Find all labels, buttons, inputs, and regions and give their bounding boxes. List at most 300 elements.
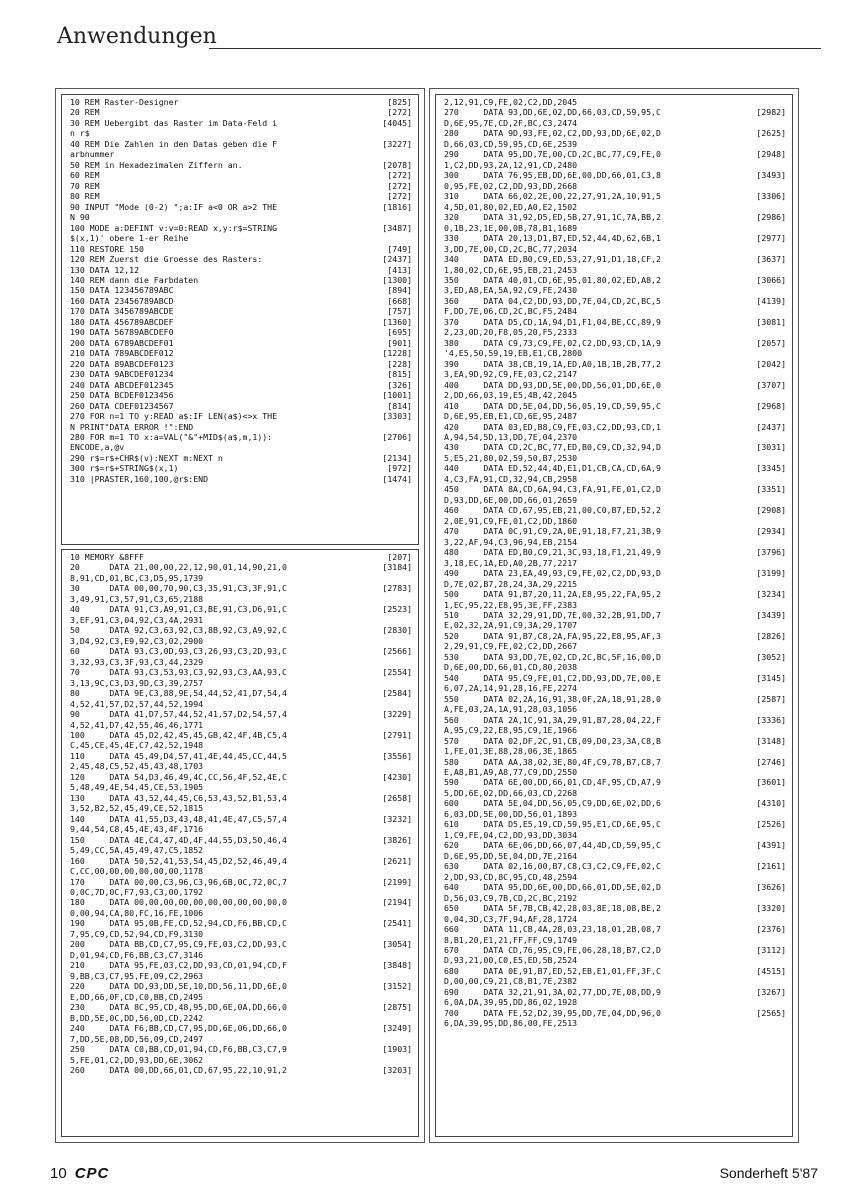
code-text: 3,22,AF,94,C3,96,94,EB,2154 <box>444 536 578 547</box>
code-line <box>436 401 792 411</box>
code-line <box>436 830 792 840</box>
code-line <box>62 604 418 614</box>
code-text: 250 DATA BCDEF0123456 <box>70 390 174 401</box>
code-text: 300 DATA 76,95,EB,DD,6E,00,DD,66,01,C3,8 <box>444 170 661 181</box>
code-text: 210 DATA 95,FE,03,C2,DD,93,CD,01,94,CD,F <box>70 960 287 971</box>
code-text: 570 DATA 02,DF,2C,91,CB,09,D0,23,3A,C8,B <box>444 735 661 746</box>
code-text: D,7E,02,B7,28,24,3A,29,2215 <box>444 578 578 589</box>
checksum: [3267] <box>756 986 786 997</box>
checksum: [2554] <box>382 667 412 678</box>
code-line <box>436 118 792 128</box>
code-text: 390 DATA 38,CB,19,1A,ED,A0,1B,1B,2B,77,2 <box>444 358 661 369</box>
code-line <box>62 285 418 295</box>
code-line <box>62 275 418 285</box>
code-line <box>62 772 418 782</box>
code-text: 310 DATA 66,02,2E,00,22,27,91,2A,10,91,5 <box>444 191 661 202</box>
code-text: 290 DATA 95,DD,7E,00,CD,2C,BC,77,C9,FE,0 <box>444 149 661 160</box>
code-text: 4,5D,01,80,02,ED,A0,E2,1502 <box>444 201 578 212</box>
code-text: 260 DATA CDEF01234567 <box>70 400 174 411</box>
checksum: [2526] <box>756 819 786 830</box>
code-line <box>436 809 792 819</box>
code-text: 330 DATA 20,13,D1,B7,ED,52,44,4D,62,6B,1 <box>444 233 661 244</box>
code-text: 300 r$=r$+STRING$(x,1) <box>70 463 179 474</box>
checksum: [2584] <box>382 688 412 699</box>
checksum: [3637] <box>756 254 786 265</box>
code-text: 200 DATA 6789ABCDEF01 <box>70 337 174 348</box>
checksum: [2199] <box>382 876 412 887</box>
code-text: C,CC,00,00,00,00,00,00,1178 <box>70 866 204 877</box>
memory-listing <box>62 550 418 1075</box>
code-text: 60 REM <box>70 170 100 181</box>
checksum: [2437] <box>756 421 786 432</box>
checksum: [3227] <box>382 138 412 149</box>
code-text: 320 DATA 31,92,D5,ED,5B,27,91,1C,7A,BB,2 <box>444 212 661 223</box>
checksum: [3556] <box>382 750 412 761</box>
code-line <box>62 992 418 1002</box>
code-text: A,95,C9,22,E8,95,C9,1E,1966 <box>444 725 578 736</box>
code-line <box>436 244 792 254</box>
code-line <box>62 814 418 824</box>
code-line <box>436 139 792 149</box>
checksum: [901] <box>387 337 412 348</box>
checksum: [757] <box>387 306 412 317</box>
code-text: 3,DD,7E,00,CD,2C,BC,77,2034 <box>444 243 578 254</box>
code-line <box>62 139 418 149</box>
code-line <box>436 631 792 641</box>
checksum: [2042] <box>756 358 786 369</box>
code-text: 360 DATA 04,C2,DD,93,DD,7E,04,CD,2C,BC,5 <box>444 295 661 306</box>
code-text: C,45,CE,45,4E,C7,42,52,1948 <box>70 740 204 751</box>
code-line <box>62 897 418 907</box>
code-text: 190 DATA 95,0B,FE,CD,52,94,CD,F6,BB,CD,C <box>70 918 287 929</box>
code-text: E,A8,B1,A9,A8,77,C9,DD,2550 <box>444 767 578 777</box>
code-text: n r$ <box>70 128 90 139</box>
code-text: $(x,1)' obere 1-er Reihe <box>70 233 189 244</box>
code-text: 370 DATA D5,CD,1A,94,D1,F1,04,BE,CC,89,9 <box>444 316 661 327</box>
issue-label: Sonderheft 5'87 <box>719 1165 818 1181</box>
code-line <box>436 453 792 463</box>
code-line <box>62 803 418 813</box>
code-line <box>436 338 792 348</box>
checksum: [1001] <box>382 390 412 401</box>
checksum: [3203] <box>382 1064 412 1075</box>
code-text: 220 DATA 89ABCDEF0123 <box>70 358 174 369</box>
checksum: [3184] <box>382 562 412 573</box>
code-line <box>62 667 418 677</box>
code-line <box>62 971 418 981</box>
data-listing-box <box>435 94 793 1137</box>
code-text: 180 DATA 00,00,00,00,00,00,00,00,00,00,0 <box>70 897 287 908</box>
code-text: 70 DATA 93,C3,53,93,C3,92,93,C3,AA,93,C <box>70 667 287 678</box>
data-listing <box>436 95 792 1029</box>
code-line <box>436 840 792 850</box>
code-line <box>436 212 792 222</box>
code-line <box>436 683 792 693</box>
code-text: 90 DATA 41,D7,57,44,52,41,57,D2,54,57,4 <box>70 709 287 720</box>
page-footer-left <box>50 1165 109 1182</box>
code-text: 430 DATA CD,2C,BC,77,ED,B0,C9,CD,32,94,D <box>444 442 661 453</box>
code-line <box>436 851 792 861</box>
code-text: 4,52,41,57,D2,57,44,52,1994 <box>70 698 204 709</box>
checksum: [2565] <box>756 1007 786 1018</box>
code-line <box>436 914 792 924</box>
code-line <box>62 338 418 348</box>
code-text: 190 DATA 56789ABCDEF0 <box>70 327 174 338</box>
code-text: 7,95,C9,CD,52,94,CD,F9,3130 <box>70 928 204 939</box>
code-text: arbnummer <box>70 149 115 160</box>
code-line <box>436 725 792 735</box>
code-text: 260 DATA 00,DD,66,01,CD,67,95,22,10,91,2 <box>70 1064 287 1075</box>
code-text: 40 REM Die Zahlen in den Datas geben die F <box>70 138 278 149</box>
code-line <box>62 128 418 138</box>
code-text: 3,EF,91,C3,04,92,C3,4A,2931 <box>70 614 204 625</box>
code-line <box>436 966 792 976</box>
code-line <box>62 369 418 379</box>
checksum: [2875] <box>382 1002 412 1013</box>
left-column <box>55 88 425 1143</box>
code-text: 4,52,41,D7,42,55,46,46,1771 <box>70 719 204 730</box>
code-text: 270 FOR n=1 TO y:READ a$:IF LEN(a$)<>x THE <box>70 411 278 422</box>
code-line <box>62 97 418 107</box>
code-text: 340 DATA ED,B0,C9,ED,53,27,91,D1,18,CF,2 <box>444 254 661 265</box>
code-line <box>62 254 418 264</box>
code-text: 180 DATA 456789ABCDEF <box>70 316 174 327</box>
code-line <box>62 720 418 730</box>
code-line <box>436 872 792 882</box>
code-text: 490 DATA 23,EA,49,93,C9,FE,02,C2,DD,93,D <box>444 568 661 579</box>
code-line <box>62 390 418 400</box>
code-line <box>62 1002 418 1012</box>
code-text: N 90 <box>70 212 90 223</box>
checksum: [2437] <box>382 254 412 265</box>
code-line <box>62 191 418 201</box>
checksum: [3493] <box>756 170 786 181</box>
code-line <box>436 390 792 400</box>
code-text: 680 DATA 0E,91,B7,ED,52,EB,E1,01,FF,3F,C <box>444 965 661 976</box>
code-line <box>436 1018 792 1028</box>
code-text: 6,07,2A,14,91,28,16,FE,2274 <box>444 683 578 694</box>
code-line <box>436 694 792 704</box>
checksum: [1228] <box>382 348 412 359</box>
checksum: [2621] <box>382 855 412 866</box>
code-line <box>62 699 418 709</box>
code-text: D,6E,95,DD,5E,04,DD,7E,2164 <box>444 850 578 861</box>
code-text: D,6E,95,EB,E1,CD,6E,95,2487 <box>444 411 578 422</box>
checksum: [3232] <box>382 813 412 824</box>
code-line <box>436 558 792 568</box>
code-text: 0,0C,7D,0C,F7,93,C3,00,1792 <box>70 887 204 897</box>
code-text: 460 DATA CD,67,95,EB,21,00,C0,B7,ED,52,2 <box>444 505 661 516</box>
code-line <box>436 589 792 599</box>
code-text: 560 DATA 2A,1C,91,3A,29,91,B7,28,04,22,F <box>444 714 661 725</box>
code-text: 630 DATA 02,16,00,B7,C8,C3,C2,C9,FE,02,C <box>444 861 661 872</box>
basic-listing <box>62 95 418 484</box>
code-line <box>62 751 418 761</box>
code-line <box>62 1044 418 1054</box>
code-text: '4,E5,50,59,19,EB,E1,CB,2800 <box>444 348 583 359</box>
code-line <box>62 835 418 845</box>
code-line <box>436 202 792 212</box>
code-text: D,56,03,C9,7B,CD,2C,BC,2192 <box>444 892 578 903</box>
code-text: D,93,21,00,C0,E5,ED,5B,2524 <box>444 955 578 966</box>
code-line <box>62 709 418 719</box>
code-line <box>62 918 418 928</box>
code-line <box>62 625 418 635</box>
code-text: 10 MEMORY &8FFF <box>70 552 144 562</box>
code-line <box>436 746 792 756</box>
code-text: 3,13,9C,C3,D3,9D,C3,39,2757 <box>70 677 204 688</box>
code-text: 50 DATA 92,C3,63,92,C3,8B,92,C3,A9,92,C <box>70 625 287 636</box>
code-line <box>436 568 792 578</box>
code-line <box>62 233 418 243</box>
code-line <box>436 265 792 275</box>
code-line <box>436 254 792 264</box>
code-line <box>62 202 418 212</box>
code-text: 50 REM in Hexadezimalen Ziffern an. <box>70 159 243 170</box>
code-line <box>436 819 792 829</box>
checksum: [2830] <box>382 625 412 636</box>
code-text: 210 DATA 789ABCDEF012 <box>70 348 174 359</box>
code-line <box>436 673 792 683</box>
checksum: [3229] <box>382 709 412 720</box>
checksum: [3148] <box>756 735 786 746</box>
code-text: 160 DATA 50,52,41,53,54,45,D2,52,46,49,4 <box>70 855 287 866</box>
code-text: D,6E,95,7E,CD,2F,BC,C3,2474 <box>444 117 578 128</box>
code-line <box>62 442 418 452</box>
code-text: 80 REM <box>70 191 100 202</box>
code-line <box>62 678 418 688</box>
checksum: [3054] <box>382 939 412 950</box>
checksum: [2194] <box>382 897 412 908</box>
checksum: [695] <box>387 327 412 338</box>
checksum: [1360] <box>382 316 412 327</box>
checksum: [894] <box>387 285 412 296</box>
checksum: [3031] <box>756 442 786 453</box>
checksum: [3345] <box>756 463 786 474</box>
code-line <box>436 641 792 651</box>
code-line <box>62 646 418 656</box>
code-text: 5,FE,01,C2,DD,93,DD,6E,3062 <box>70 1054 204 1065</box>
code-line <box>62 908 418 918</box>
checksum: [2977] <box>756 233 786 244</box>
checksum: [3052] <box>756 651 786 662</box>
code-line <box>62 981 418 991</box>
code-line <box>62 317 418 327</box>
code-line <box>62 265 418 275</box>
checksum: [3351] <box>756 484 786 495</box>
code-line <box>436 893 792 903</box>
code-text: 1,C9,FE,04,C2,DD,93,DD,3034 <box>444 829 578 840</box>
checksum: [2968] <box>756 400 786 411</box>
code-text: 610 DATA D5,E5,19,CD,59,95,E1,CD,6E,95,C <box>444 819 661 830</box>
code-line <box>436 306 792 316</box>
code-text: 480 DATA ED,B0,C9,21,3C,93,18,F1,21,49,9 <box>444 547 661 558</box>
code-text: 450 DATA 8A,CD,6A,94,C3,FA,91,FE,01,C2,D <box>444 484 661 495</box>
code-text: 5,48,49,4E,54,45,CE,53,1905 <box>70 782 204 793</box>
code-line <box>62 939 418 949</box>
page-number: 10 <box>50 1165 67 1182</box>
code-line <box>62 463 418 473</box>
checksum: [1903] <box>382 1044 412 1055</box>
code-text: 1,EC,95,22,E8,95,3E,FF,2383 <box>444 599 578 610</box>
code-line <box>62 432 418 442</box>
code-text: 8,91,CD,01,BC,C3,D5,95,1739 <box>70 572 204 583</box>
basic-listing-box <box>61 94 419 545</box>
code-text: B,DD,5E,0C,DD,56,0D,CD,2242 <box>70 1012 204 1023</box>
code-text: 420 DATA 03,ED,B8,C9,FE,03,C2,DD,93,CD,1 <box>444 421 661 432</box>
code-line <box>62 401 418 411</box>
code-line <box>436 463 792 473</box>
code-line <box>62 212 418 222</box>
code-text: 120 DATA 54,D3,46,49,4C,CC,56,4F,52,4E,C <box>70 771 287 782</box>
code-line <box>62 929 418 939</box>
checksum: [4045] <box>382 117 412 128</box>
code-line <box>436 757 792 767</box>
right-column <box>429 88 799 1143</box>
code-text: 670 DATA CD,76,95,C9,FE,06,28,18,B7,C2,D <box>444 944 661 955</box>
header-rule <box>209 48 821 49</box>
code-line <box>436 107 792 117</box>
code-line <box>436 798 792 808</box>
code-text: 550 DATA 02,2A,16,91,38,0F,2A,18,91,28,0 <box>444 693 661 704</box>
checksum: [3145] <box>756 672 786 683</box>
code-line <box>62 887 418 897</box>
code-line <box>436 296 792 306</box>
code-text: D,93,DD,6E,00,DD,66,01,2659 <box>444 494 578 505</box>
code-line <box>62 761 418 771</box>
code-text: 130 DATA 12,12 <box>70 264 140 275</box>
code-text: 6,03,DD,5E,00,DD,56,01,1893 <box>444 808 578 819</box>
checksum: [2541] <box>382 918 412 929</box>
code-text: 280 DATA 9D,93,FE,02,C2,DD,93,DD,6E,02,D <box>444 128 661 139</box>
checksum: [3848] <box>382 960 412 971</box>
checksum: [2134] <box>382 452 412 463</box>
code-text: 4,C3,FA,91,CD,32,94,CB,2958 <box>444 473 578 484</box>
code-text: 620 DATA 6E,06,DD,66,07,44,4D,CD,59,95,C <box>444 840 661 851</box>
code-line <box>436 348 792 358</box>
code-line <box>436 788 792 798</box>
code-line <box>436 191 792 201</box>
code-text: 2,12,91,C9,FE,02,C2,DD,2045 <box>444 97 578 107</box>
code-line <box>436 715 792 725</box>
checksum: [2986] <box>756 212 786 223</box>
code-line <box>436 976 792 986</box>
code-line <box>436 600 792 610</box>
code-text: 0,00,94,CA,80,FC,16,FE,1006 <box>70 907 204 918</box>
code-text: 170 DATA 00,00,C3,96,C3,96,6B,0C,72,0C,7 <box>70 876 287 887</box>
code-text: 200 DATA BB,CD,C7,95,C9,FE,03,C2,DD,93,C <box>70 939 287 950</box>
code-text: 410 DATA DD,5E,04,DD,56,05,19,CD,59,95,C <box>444 400 661 411</box>
code-line <box>436 505 792 515</box>
checksum: [1816] <box>382 201 412 212</box>
code-line <box>436 484 792 494</box>
checksum: [2982] <box>756 107 786 118</box>
code-line <box>436 903 792 913</box>
code-line <box>436 1008 792 1018</box>
code-text: 150 DATA 4E,C4,47,4D,4F,44,55,D3,50,46,4 <box>70 834 287 845</box>
code-text: 140 DATA 41,55,D3,43,48,41,4E,47,C5,57,4 <box>70 813 287 824</box>
checksum: [972] <box>387 463 412 474</box>
checksum: [207] <box>387 552 412 562</box>
code-text: 650 DATA 5F,7B,CB,42,28,03,8E,18,08,BE,2 <box>444 903 661 914</box>
code-text: 510 DATA 32,29,91,DD,7E,00,32,2B,91,DD,7 <box>444 609 661 620</box>
code-text: 3,D4,92,C3,E9,92,C3,02,2900 <box>70 635 204 646</box>
code-line <box>436 516 792 526</box>
code-line <box>436 987 792 997</box>
code-text: A,FE,03,2A,1A,91,28,03,1056 <box>444 704 578 715</box>
code-text: 310 |PRASTER,160,100,@r$:END <box>70 473 209 484</box>
memory-listing-box <box>61 549 419 1137</box>
code-line <box>436 526 792 536</box>
code-text: 660 DATA 11,CB,4A,28,03,23,18,01,2B,08,7 <box>444 924 661 935</box>
code-text: 5,49,CC,5A,45,49,47,C5,1852 <box>70 845 204 856</box>
code-text: 9,BB,C3,C7,95,FE,09,C2,2963 <box>70 970 204 981</box>
code-line <box>436 359 792 369</box>
code-line <box>62 740 418 750</box>
code-line <box>62 170 418 180</box>
code-line <box>436 882 792 892</box>
code-text: 5,DD,6E,02,DD,66,03,CD,2268 <box>444 787 578 798</box>
code-line <box>62 453 418 463</box>
code-line <box>62 107 418 117</box>
checksum: [2791] <box>382 729 412 740</box>
code-text: 700 DATA FE,52,D2,39,95,DD,7E,04,DD,96,0 <box>444 1007 661 1018</box>
code-line <box>62 422 418 432</box>
code-line <box>62 688 418 698</box>
code-line <box>436 610 792 620</box>
checksum: [3487] <box>382 222 412 233</box>
code-text: 520 DATA 91,B7,C8,2A,FA,95,22,E8,95,AF,3 <box>444 630 661 641</box>
code-line <box>436 327 792 337</box>
code-text: 2,0E,91,C9,FE,01,C2,DD,1860 <box>444 515 578 526</box>
code-text: D,01,94,CD,F6,BB,C3,C7,3146 <box>70 949 204 960</box>
code-line <box>436 736 792 746</box>
checksum: [3796] <box>756 547 786 558</box>
checksum: [3320] <box>756 903 786 914</box>
code-line <box>62 223 418 233</box>
code-text: 240 DATA ABCDEF012345 <box>70 379 174 390</box>
code-line <box>62 160 418 170</box>
code-line <box>62 118 418 128</box>
code-line <box>62 149 418 159</box>
code-line <box>436 620 792 630</box>
checksum: [2948] <box>756 149 786 160</box>
code-line <box>62 636 418 646</box>
code-text: 100 MODE a:DEFINT v:v=0:READ x,y:r$=STRING <box>70 222 278 233</box>
code-line <box>62 824 418 834</box>
code-text: 30 DATA 00,00,70,90,C3,35,91,C3,3F,91,C <box>70 583 287 594</box>
code-text: 640 DATA 95,DD,6E,00,DD,66,01,DD,5E,02,D <box>444 882 661 893</box>
magazine-logo: CPC <box>74 1165 110 1182</box>
code-text: E,DD,66,0F,CD,C0,BB,CD,2495 <box>70 991 204 1002</box>
checksum: [1474] <box>382 473 412 484</box>
code-line <box>436 662 792 672</box>
code-line <box>62 411 418 421</box>
code-text: 400 DATA DD,93,DD,5E,00,DD,56,01,DD,6E,0 <box>444 379 661 390</box>
code-text: 9,44,54,C8,45,4E,43,4F,1716 <box>70 824 204 835</box>
checksum: [2523] <box>382 604 412 615</box>
code-text: 130 DATA 43,52,44,45,C6,53,43,52,B1,53,4 <box>70 792 287 803</box>
code-line <box>436 432 792 442</box>
code-line <box>62 583 418 593</box>
code-text: 170 DATA 3456789ABCDE <box>70 306 174 317</box>
checksum: [4515] <box>756 965 786 976</box>
code-text: E,02,32,2A,91,C9,3A,29,1707 <box>444 620 578 631</box>
code-text: 90 INPUT "Mode (0-2) ";a:IF a<0 OR a>2 THE <box>70 201 278 212</box>
checksum: [3626] <box>756 882 786 893</box>
checksum: [2746] <box>756 756 786 767</box>
code-text: 1,FE,01,3E,88,28,06,3E,1865 <box>444 746 578 757</box>
